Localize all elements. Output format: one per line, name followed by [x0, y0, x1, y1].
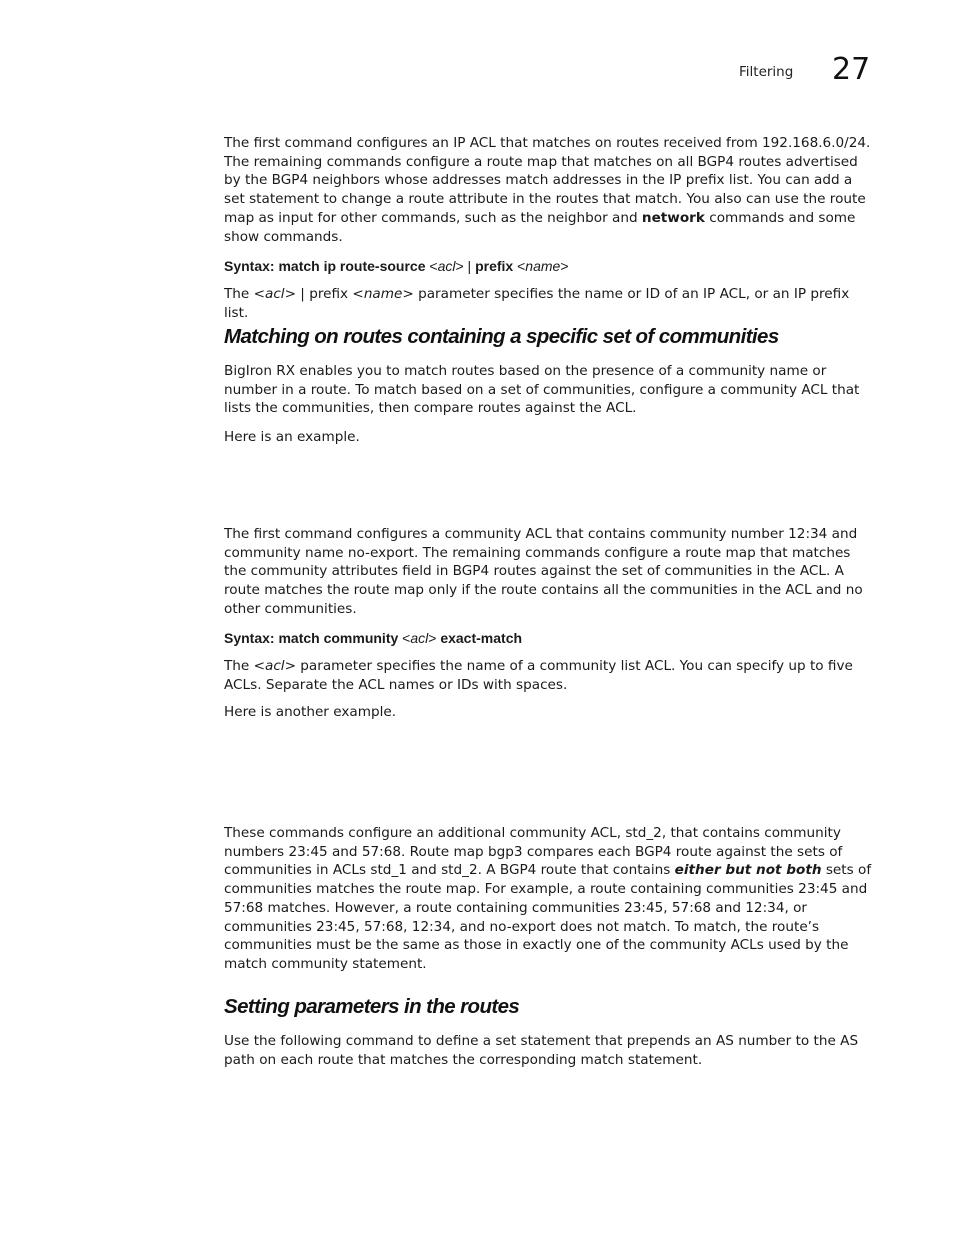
running-header-section: Filtering [739, 64, 794, 80]
paragraph-set-statement: Use the following command to define a set statement that prepends an AS number to the AS path on each route that matches the corresponding match statement. [224, 1033, 859, 1068]
paragraph-community-acl-description: The first command configures a community ACL that contains community number 12:34 and community name no-export. The remaining commands configure a route map that matches the community attributes field in BGP4 routes against the set of communities in the ACL. A route matches the route map only if the route contains all the communities in the ACL and no other communities. [224, 526, 863, 617]
keyword-network: network [641, 209, 705, 226]
paragraph-example-intro: Here is an example. [224, 429, 360, 445]
section-heading-setting-parameters: Setting parameters in the routes [224, 995, 520, 1018]
paragraph-acl-parameter: The <acl> parameter specifies the name of a community list ACL. You can specify up to five ACLs. Separate the ACL names or IDs with spaces. [224, 658, 853, 693]
syntax-match-ip-route-source: Syntax: match ip route-source <acl> | prefix <name> [224, 258, 569, 274]
syntax-match-community: Syntax: match community <acl> exact-match [224, 630, 523, 646]
paragraph-community-intro: BigIron RX enables you to match routes based on the presence of a community name or number in a route. To match based on a set of communities, configure a community ACL that lists the communities, then compare routes against the ACL. [224, 363, 860, 417]
section-heading-communities: Matching on routes containing a specific set of communities [224, 325, 779, 348]
chapter-number: 27 [832, 52, 871, 87]
emphasis-either-but-not-both: either but not both [674, 862, 822, 879]
paragraph-additional-community-acl: These commands configure an additional community ACL, std_2, that contains community numbers 23:45 and 57:68. Route map bgp3 compares each BGP4 route against the sets of communities in ACLs std_1 and std_2. A BGP4 route that contains either but not both sets of communities matches the route map. For example, a route containing communities 23:45 and 57:68 matches. However, a route containing communities 23:45, 57:68 and 12:34, or communities 23:45, 57:68, 12:34, and no-export does not match. To match, the route’s communities must be the same as those in exactly one of the community ACLs used by the match community statement. [224, 825, 872, 972]
paragraph-ip-acl-description: The first command configures an IP ACL that matches on routes received from 192.168.6.0/24. The remaining commands configure a route map that matches on all BGP4 routes advertised by the BGP4 neighbors whose addresses match addresses in the IP prefix list. You can add a set statement to change a route attribute in the routes that match. You also can use the route map as input for other commands, such as the neighbor and network commands and some show commands. [224, 135, 871, 245]
paragraph-acl-prefix-parameter: The <acl> | prefix <name> parameter specifies the name or ID of an IP ACL, or an IP prefix list. [224, 286, 850, 321]
paragraph-another-example: Here is another example. [224, 704, 397, 720]
